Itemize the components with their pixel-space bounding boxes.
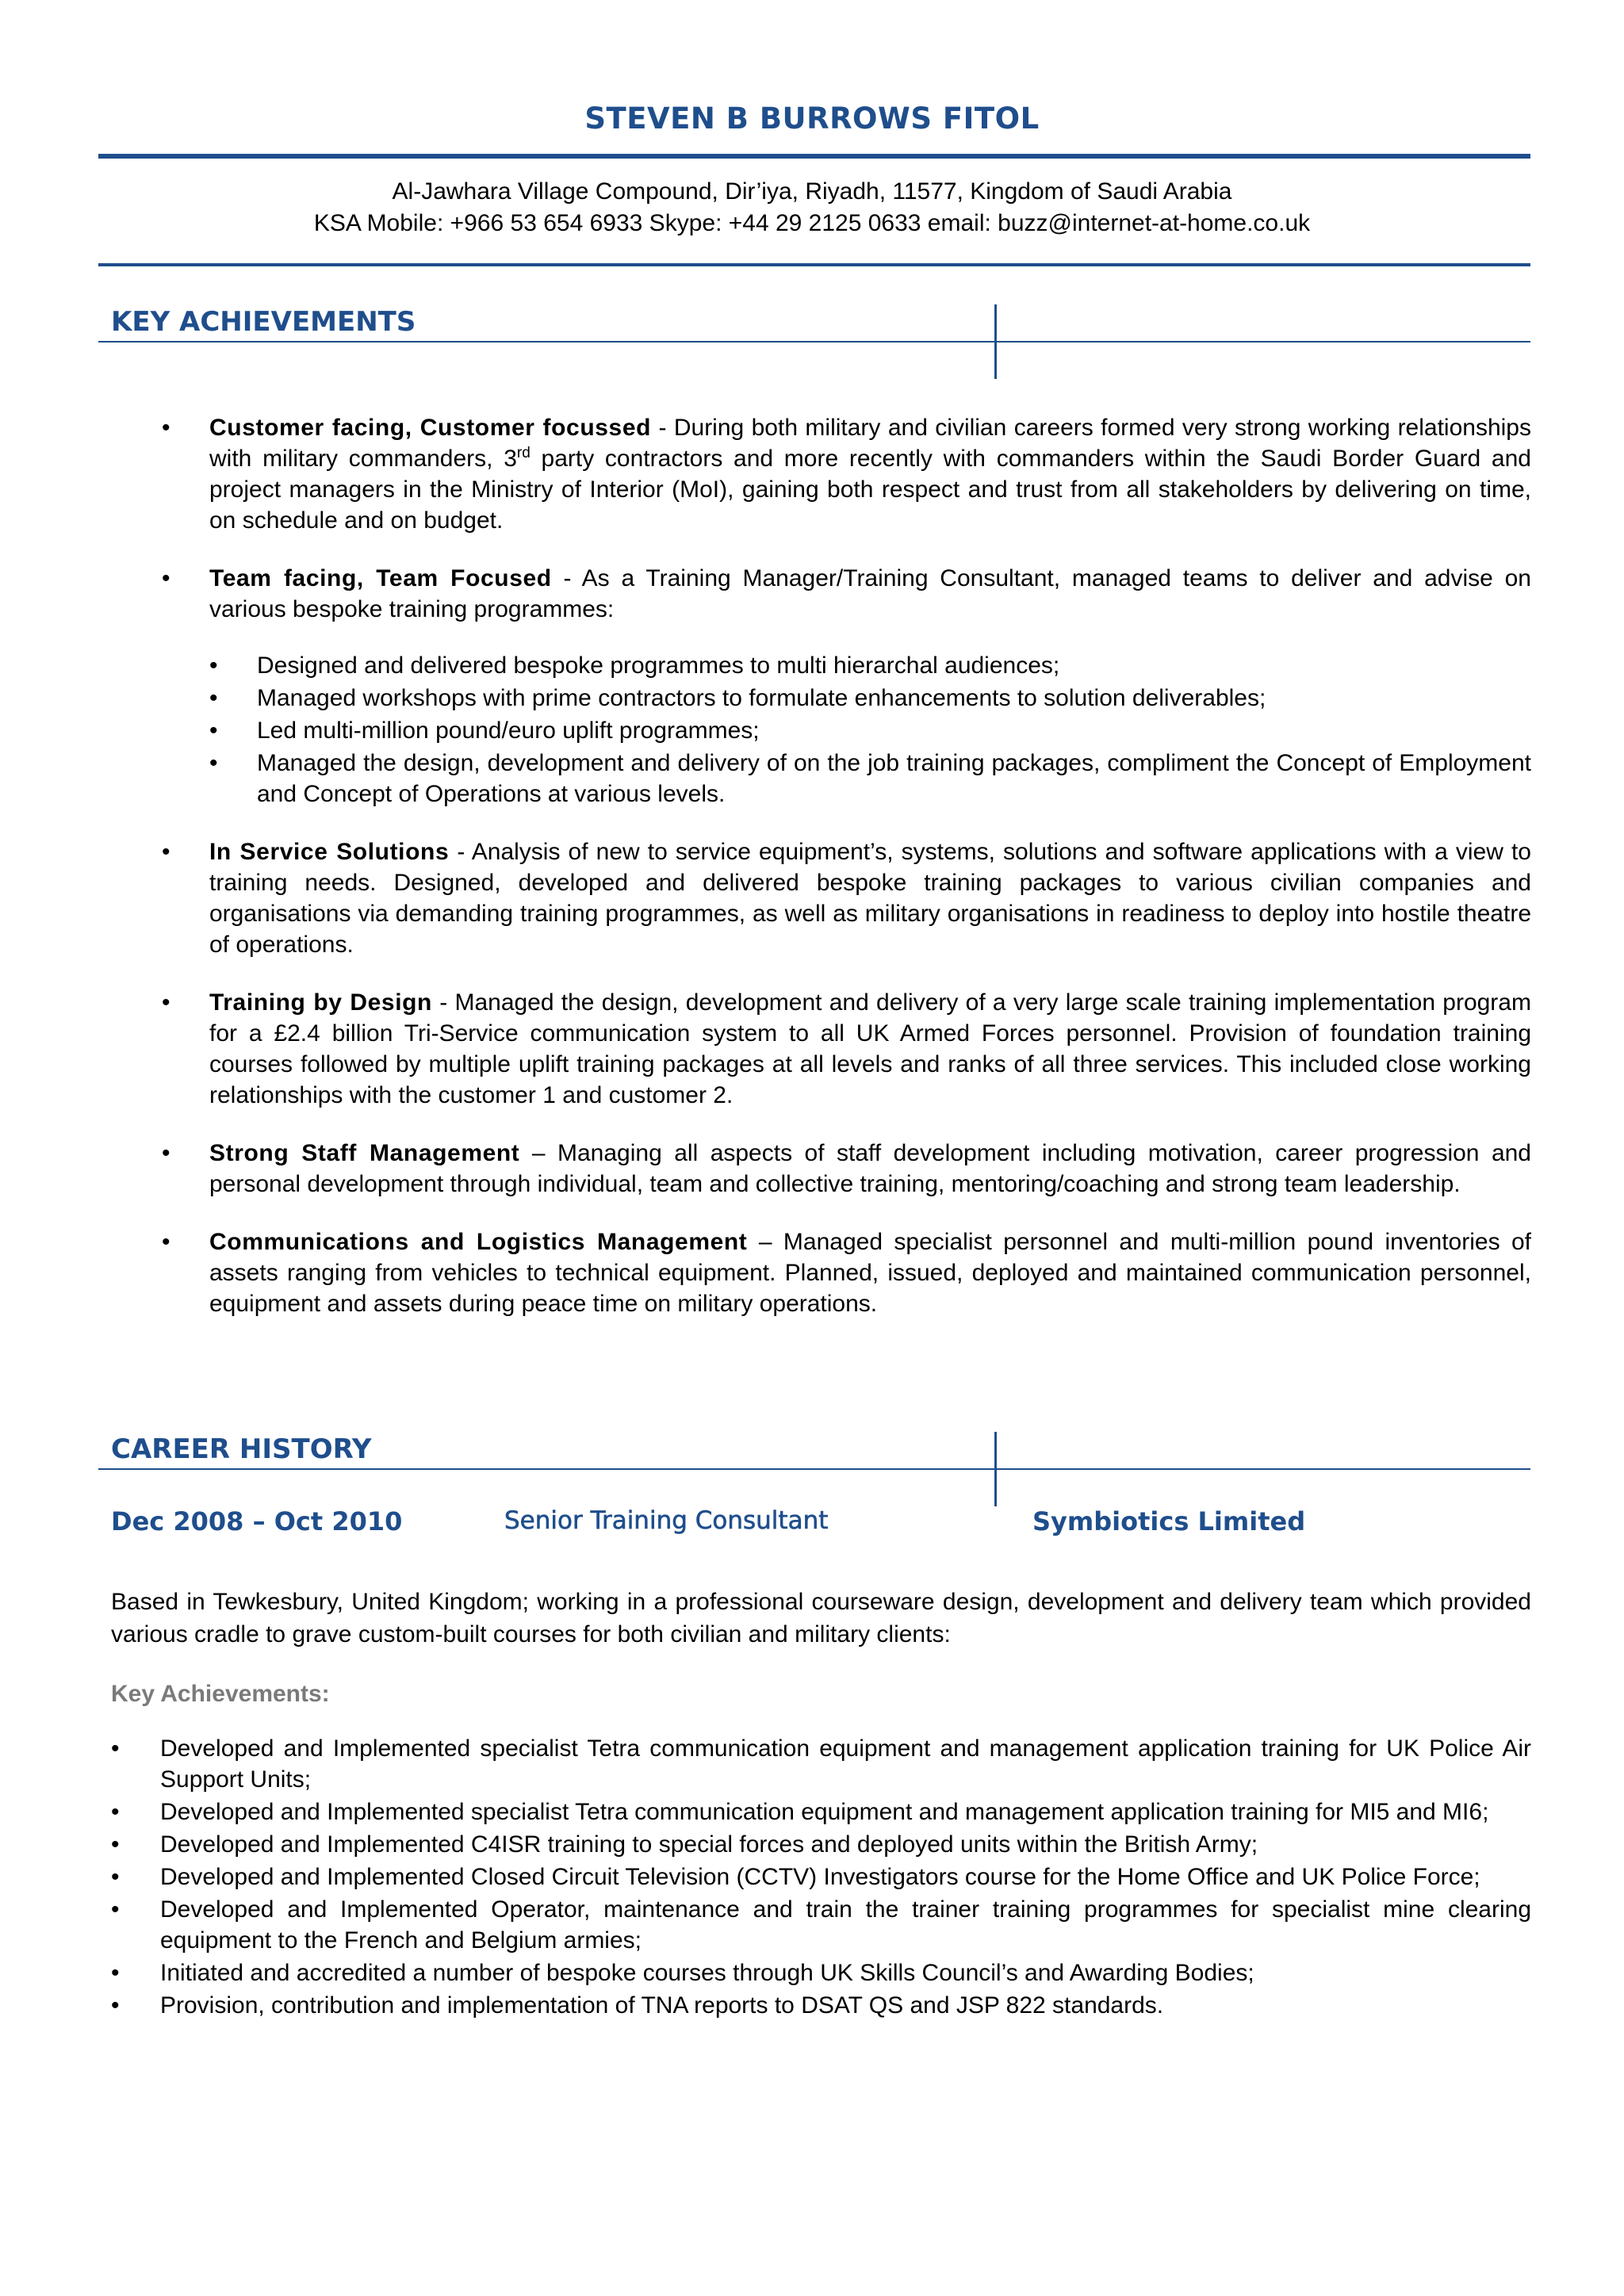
section-title-career-history: CAREER HISTORY	[111, 1433, 372, 1465]
list-item: • Strong Staff Management – Managing all aspects of staff development including motivation, career progression and personal development through individual, team and collective training, mentoring/coaching and strong team leadership.	[162, 1138, 1531, 1200]
list-item: • In Service Solutions - Analysis of new to service equipment’s, systems, solutions and software applications with a view to training needs. Designed, developed and delivered bespoke training packages to various civilian companies and organisations via demanding training programmes, as well as military organisations in readiness to deploy into hostile theatre of operations.	[162, 836, 1531, 960]
job-company: Symbiotics Limited	[1032, 1506, 1306, 1536]
sub-list-item: • Designed and delivered bespoke programmes to multi hierarchal audiences;	[209, 650, 1531, 681]
career-achievements-list	[111, 1733, 1531, 2022]
address-line: Al-Jawhara Village Compound, Dir’iya, Riyadh, 11577, Kingdom of Saudi Arabia	[392, 178, 1232, 205]
section-title-key-achievements: KEY ACHIEVEMENTS	[111, 306, 416, 338]
header-rule-bottom	[98, 263, 1530, 266]
list-item: • Communications and Logistics Management – Managed specialist personnel and multi-million pound inventories of assets ranging from vehicles to technical equipment. Planned, issued, deployed and maintained communication personnel, equipment and assets during peace time on military operations.	[162, 1226, 1531, 1319]
list-item: • Developed and Implemented specialist Tetra communication equipment and management application training for UK Police Air Support Units;	[111, 1733, 1531, 1795]
key-achievements-heading: Key Achievements:	[111, 1681, 330, 1707]
job-description: Based in Tewkesbury, United Kingdom; working in a professional courseware design, development and delivery team which provided various cradle to grave custom-built courses for both civilian and military clients:	[111, 1589, 1531, 1647]
list-item: • Developed and Implemented C4ISR training to special forces and deployed units within the British Army;	[111, 1829, 1531, 1860]
section-divider-tick	[994, 1432, 997, 1506]
list-item: • Training by Design - Managed the design, development and delivery of a very large scale training implementation program for a £2.4 billion Tri-Service communication system to all UK Armed Forces personnel. Provision of foundation training courses followed by multiple uplift training packages at all levels and ranks of all three services. This included close working relationships with the customer 1 and customer 2.	[162, 987, 1531, 1111]
section-rule	[98, 1468, 1530, 1470]
sub-list-item: • Led multi-million pound/euro uplift programmes;	[209, 715, 1531, 746]
list-item: • Customer facing, Customer focussed - During both military and civilian careers formed very strong working relationships with military commanders, 3rd party contractors and more recently with commanders within the Saudi Border Guard and project managers in the Ministry of Interior (MoI), gaining both respect and trust from all stakeholders by delivering on time, on schedule and on budget.	[162, 412, 1531, 536]
job-dates: Dec 2008 – Oct 2010	[111, 1506, 403, 1536]
list-item: • Team facing, Team Focused - As a Training Manager/Training Consultant, managed teams to deliver and advise on various bespoke training programmes: • Designed and delivered bespoke programmes to multi hierarchal audiences; • Managed workshops with prime contractors to formulate enhancements to solution deliverables; • Led multi-million pound/euro uplift programmes; • Managed the design, development and delivery of on the job training packages, compliment the Concept of Employment and Concept of Operations at various levels.	[162, 563, 1531, 809]
key-achievements-list	[162, 412, 1531, 1346]
contact-line: KSA Mobile: +966 53 654 6933 Skype: +44 29 2125 0633 email: buzz@internet-at-home.co.uk	[313, 210, 1311, 236]
sub-list-item: • Managed workshops with prime contractors to formulate enhancements to solution deliverables;	[209, 683, 1531, 714]
header-rule-top	[98, 154, 1530, 159]
section-divider-tick	[994, 304, 997, 379]
list-item: • Initiated and accredited a number of bespoke courses through UK Skills Council’s and Awarding Bodies;	[111, 1957, 1531, 1988]
sub-list	[209, 650, 1531, 809]
candidate-name: STEVEN B BURROWS FITOL	[584, 101, 1040, 136]
list-item: • Developed and Implemented Closed Circuit Television (CCTV) Investigators course for the Home Office and UK Police Force;	[111, 1862, 1531, 1892]
sub-list-item: • Managed the design, development and delivery of on the job training packages, compliment the Concept of Employment and Concept of Operations at various levels.	[209, 748, 1531, 809]
section-rule	[98, 341, 1530, 342]
list-item: • Developed and Implemented specialist Tetra communication equipment and management application training for MI5 and MI6;	[111, 1797, 1531, 1827]
job-role: Senior Training Consultant	[504, 1506, 829, 1535]
list-item: • Provision, contribution and implementation of TNA reports to DSAT QS and JSP 822 standards.	[111, 1990, 1531, 2021]
list-item: • Developed and Implemented Operator, maintenance and train the trainer training programmes for specialist mine clearing equipment to the French and Belgium armies;	[111, 1894, 1531, 1956]
